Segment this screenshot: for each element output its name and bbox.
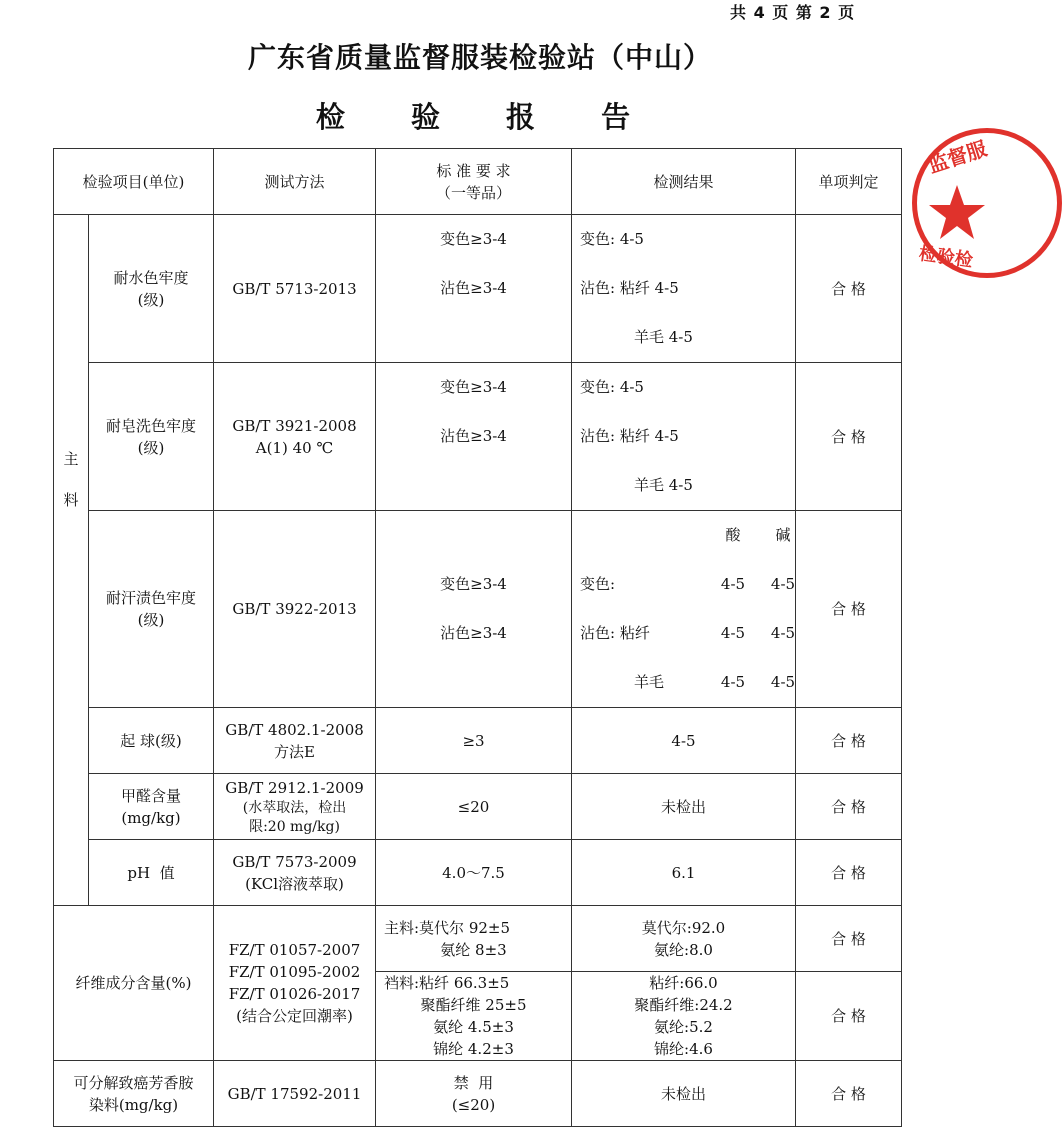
res-fiber-lining-line3: 氨纶:5.2 [654, 1018, 713, 1036]
header-standard-title: 标 准 要 求 [436, 161, 511, 180]
item-formaldehyde-line2: (mg/kg) [121, 808, 181, 827]
res-fiber-main-line2: 氨纶:8.0 [654, 940, 713, 959]
method-fiber-line3: FZ/T 01026-2017 [228, 985, 361, 1003]
method-water: GB/T 5713-2013 [214, 215, 376, 363]
item-formaldehyde-line1: 甲醛含量 [120, 786, 181, 805]
standard-soap [376, 363, 572, 511]
res-sweat-stain-row [572, 609, 795, 658]
result-water [572, 215, 796, 363]
seal-text-bottom: 检验检 [917, 243, 974, 272]
item-sweat-line1: 耐汗渍色牢度 [105, 589, 196, 607]
header-standard [376, 149, 572, 215]
table-row-water-fastness [54, 215, 902, 363]
res-sweat-stain-acid: 4-5 [720, 624, 746, 642]
standard-sweat [376, 511, 572, 708]
table-row-formaldehyde [54, 774, 902, 840]
std-water-change: 变色≥3-4 [440, 230, 507, 248]
res-sweat-wool-acid: 4-5 [720, 673, 746, 691]
table-row-ph [54, 840, 902, 906]
item-soap-fastness [89, 363, 214, 511]
header-standard-sub: （一等品） [435, 183, 511, 202]
header-method: 测试方法 [214, 149, 376, 215]
main-material-label [54, 215, 89, 906]
res-sweat-stain-label: 沾色: 粘纤 [580, 624, 650, 642]
judgment-formaldehyde: 合 格 [796, 774, 902, 840]
header-result: 检测结果 [572, 149, 796, 215]
judgment-ph: 合 格 [796, 840, 902, 906]
res-fiber-main-line1: 莫代尔:92.0 [641, 918, 726, 937]
method-formaldehyde-line2: (水萃取法，检出 [242, 799, 347, 816]
res-fiber-lining-line2: 聚酯纤维:24.2 [634, 996, 733, 1014]
result-fiber-lining [572, 972, 796, 1061]
method-azo: GB/T 17592-2011 [214, 1061, 376, 1127]
header-judgment: 单项判定 [796, 149, 902, 215]
res-sweat-change-alkali: 4-5 [770, 575, 796, 593]
item-ph: pH 值 [89, 840, 214, 906]
method-soap-line2: A(1) 40 ℃ [255, 438, 334, 457]
std-fiber-main-line2: 氨纶 8±3 [440, 940, 507, 959]
res-sweat-wool-alkali: 4-5 [770, 673, 796, 691]
result-soap [572, 363, 796, 511]
item-sweat-fastness [89, 511, 214, 708]
item-azo [54, 1061, 214, 1127]
method-ph [214, 840, 376, 906]
method-sweat: GB/T 3922-2013 [214, 511, 376, 708]
result-fiber-main [572, 906, 796, 972]
res-sweat-wool-row [572, 658, 795, 707]
inspection-table [53, 148, 902, 1127]
header-item: 检验项目(单位) [54, 149, 214, 215]
res-sweat-header-row [572, 511, 795, 560]
judgment-sweat: 合 格 [796, 511, 902, 708]
judgment-fiber-main: 合 格 [796, 906, 902, 972]
std-sweat-change: 变色≥3-4 [440, 575, 507, 593]
method-soap-line1: GB/T 3921-2008 [232, 416, 357, 435]
method-fiber-line4: (结合公定回潮率) [236, 1007, 353, 1025]
std-fiber-lining-line4: 锦纶 4.2±3 [433, 1040, 514, 1058]
std-azo-line2: (≤20) [451, 1095, 496, 1114]
seal-star-icon [927, 183, 987, 243]
main-material-char2: 料 [63, 491, 79, 509]
item-azo-line2: 染料(mg/kg) [88, 1095, 179, 1114]
res-sweat-change-label: 变色: [580, 575, 616, 593]
page-number: 共 4 页 第 2 页 [730, 3, 856, 22]
table-row-fiber-main [54, 906, 902, 972]
result-sweat [572, 511, 796, 708]
standard-formaldehyde: ≤20 [376, 774, 572, 840]
table-row-soap-fastness [54, 363, 902, 511]
std-fiber-lining-line2: 聚酯纤维 25±5 [420, 996, 527, 1014]
res-fiber-lining-line1: 粘纤:66.0 [649, 974, 718, 992]
res-sweat-change-acid: 4-5 [720, 575, 746, 593]
method-fiber-line2: FZ/T 01095-2002 [228, 963, 361, 981]
official-seal [912, 120, 990, 320]
standard-fiber-lining [376, 972, 572, 1061]
standard-pilling: ≥3 [376, 708, 572, 774]
std-azo-line1: 禁 用 [453, 1073, 494, 1092]
method-pilling [214, 708, 376, 774]
item-water-fastness [89, 215, 214, 363]
table-row-pilling [54, 708, 902, 774]
std-fiber-lining-line3: 氨纶 4.5±3 [433, 1018, 514, 1036]
res-water-stain: 沾色: 粘纤 4-5 [580, 279, 679, 297]
table-row-sweat-fastness [54, 511, 902, 708]
item-sweat-line2: (级) [137, 611, 165, 629]
std-fiber-main-line1: 主料:莫代尔 92±5 [384, 918, 511, 937]
res-soap-change: 变色: 4-5 [580, 378, 644, 396]
res-water-change: 变色: 4-5 [580, 230, 644, 248]
result-azo: 未检出 [572, 1061, 796, 1127]
std-sweat-stain: 沾色≥3-4 [440, 624, 507, 642]
method-fiber [214, 906, 376, 1061]
std-soap-change: 变色≥3-4 [440, 378, 507, 396]
item-water-line2: (级) [137, 290, 165, 309]
method-pilling-line1: GB/T 4802.1-2008 [225, 720, 364, 739]
standard-azo [376, 1061, 572, 1127]
item-azo-line1: 可分解致癌芳香胺 [73, 1073, 194, 1092]
res-sweat-change-row [572, 560, 795, 609]
res-sweat-acid-header: 酸 [725, 526, 741, 544]
method-ph-line2: (KCl溶液萃取) [245, 874, 344, 893]
judgment-soap: 合 格 [796, 363, 902, 511]
result-pilling: 4-5 [572, 708, 796, 774]
item-soap-line2: (级) [137, 438, 165, 457]
item-water-line1: 耐水色牢度 [113, 268, 189, 287]
seal-text-top: 监督服 [925, 136, 990, 178]
judgment-fiber-lining: 合 格 [796, 972, 902, 1061]
standard-water [376, 215, 572, 363]
organization-title: 广东省质量监督服装检验站（中山） [247, 41, 712, 74]
judgment-azo: 合 格 [796, 1061, 902, 1127]
result-formaldehyde: 未检出 [572, 774, 796, 840]
method-fiber-line1: FZ/T 01057-2007 [228, 941, 361, 959]
method-formaldehyde [214, 774, 376, 840]
main-material-char1: 主 [63, 450, 79, 468]
res-soap-wool: 羊毛 4-5 [634, 476, 693, 494]
res-sweat-stain-alkali: 4-5 [770, 624, 796, 642]
method-formaldehyde-line3: 限:20 mg/kg) [249, 818, 340, 835]
judgment-water: 合 格 [796, 215, 902, 363]
res-soap-stain: 沾色: 粘纤 4-5 [580, 427, 679, 445]
table-row-azo-dyes [54, 1061, 902, 1127]
item-fiber: 纤维成分含量(%) [54, 906, 214, 1061]
item-formaldehyde [89, 774, 214, 840]
std-soap-stain: 沾色≥3-4 [440, 427, 507, 445]
table-header-row [54, 149, 902, 215]
standard-ph: 4.0～7.5 [376, 840, 572, 906]
report-title: 检 验 报 告 [315, 100, 659, 134]
std-water-stain: 沾色≥3-4 [440, 279, 507, 297]
result-ph: 6.1 [572, 840, 796, 906]
res-fiber-lining-line4: 锦纶:4.6 [654, 1040, 713, 1058]
item-soap-line1: 耐皂洗色牢度 [105, 416, 196, 435]
standard-fiber-main [376, 906, 572, 972]
judgment-pilling: 合 格 [796, 708, 902, 774]
method-ph-line1: GB/T 7573-2009 [232, 852, 357, 871]
res-water-wool: 羊毛 4-5 [634, 328, 693, 346]
method-formaldehyde-line1: GB/T 2912.1-2009 [225, 778, 364, 797]
item-pilling: 起 球(级) [89, 708, 214, 774]
res-sweat-alkali-header: 碱 [775, 526, 791, 544]
res-sweat-wool-label: 羊毛 [634, 673, 665, 691]
std-fiber-lining-line1: 裆料:粘纤 66.3±5 [384, 974, 510, 992]
method-pilling-line2: 方法E [274, 742, 315, 761]
method-soap [214, 363, 376, 511]
